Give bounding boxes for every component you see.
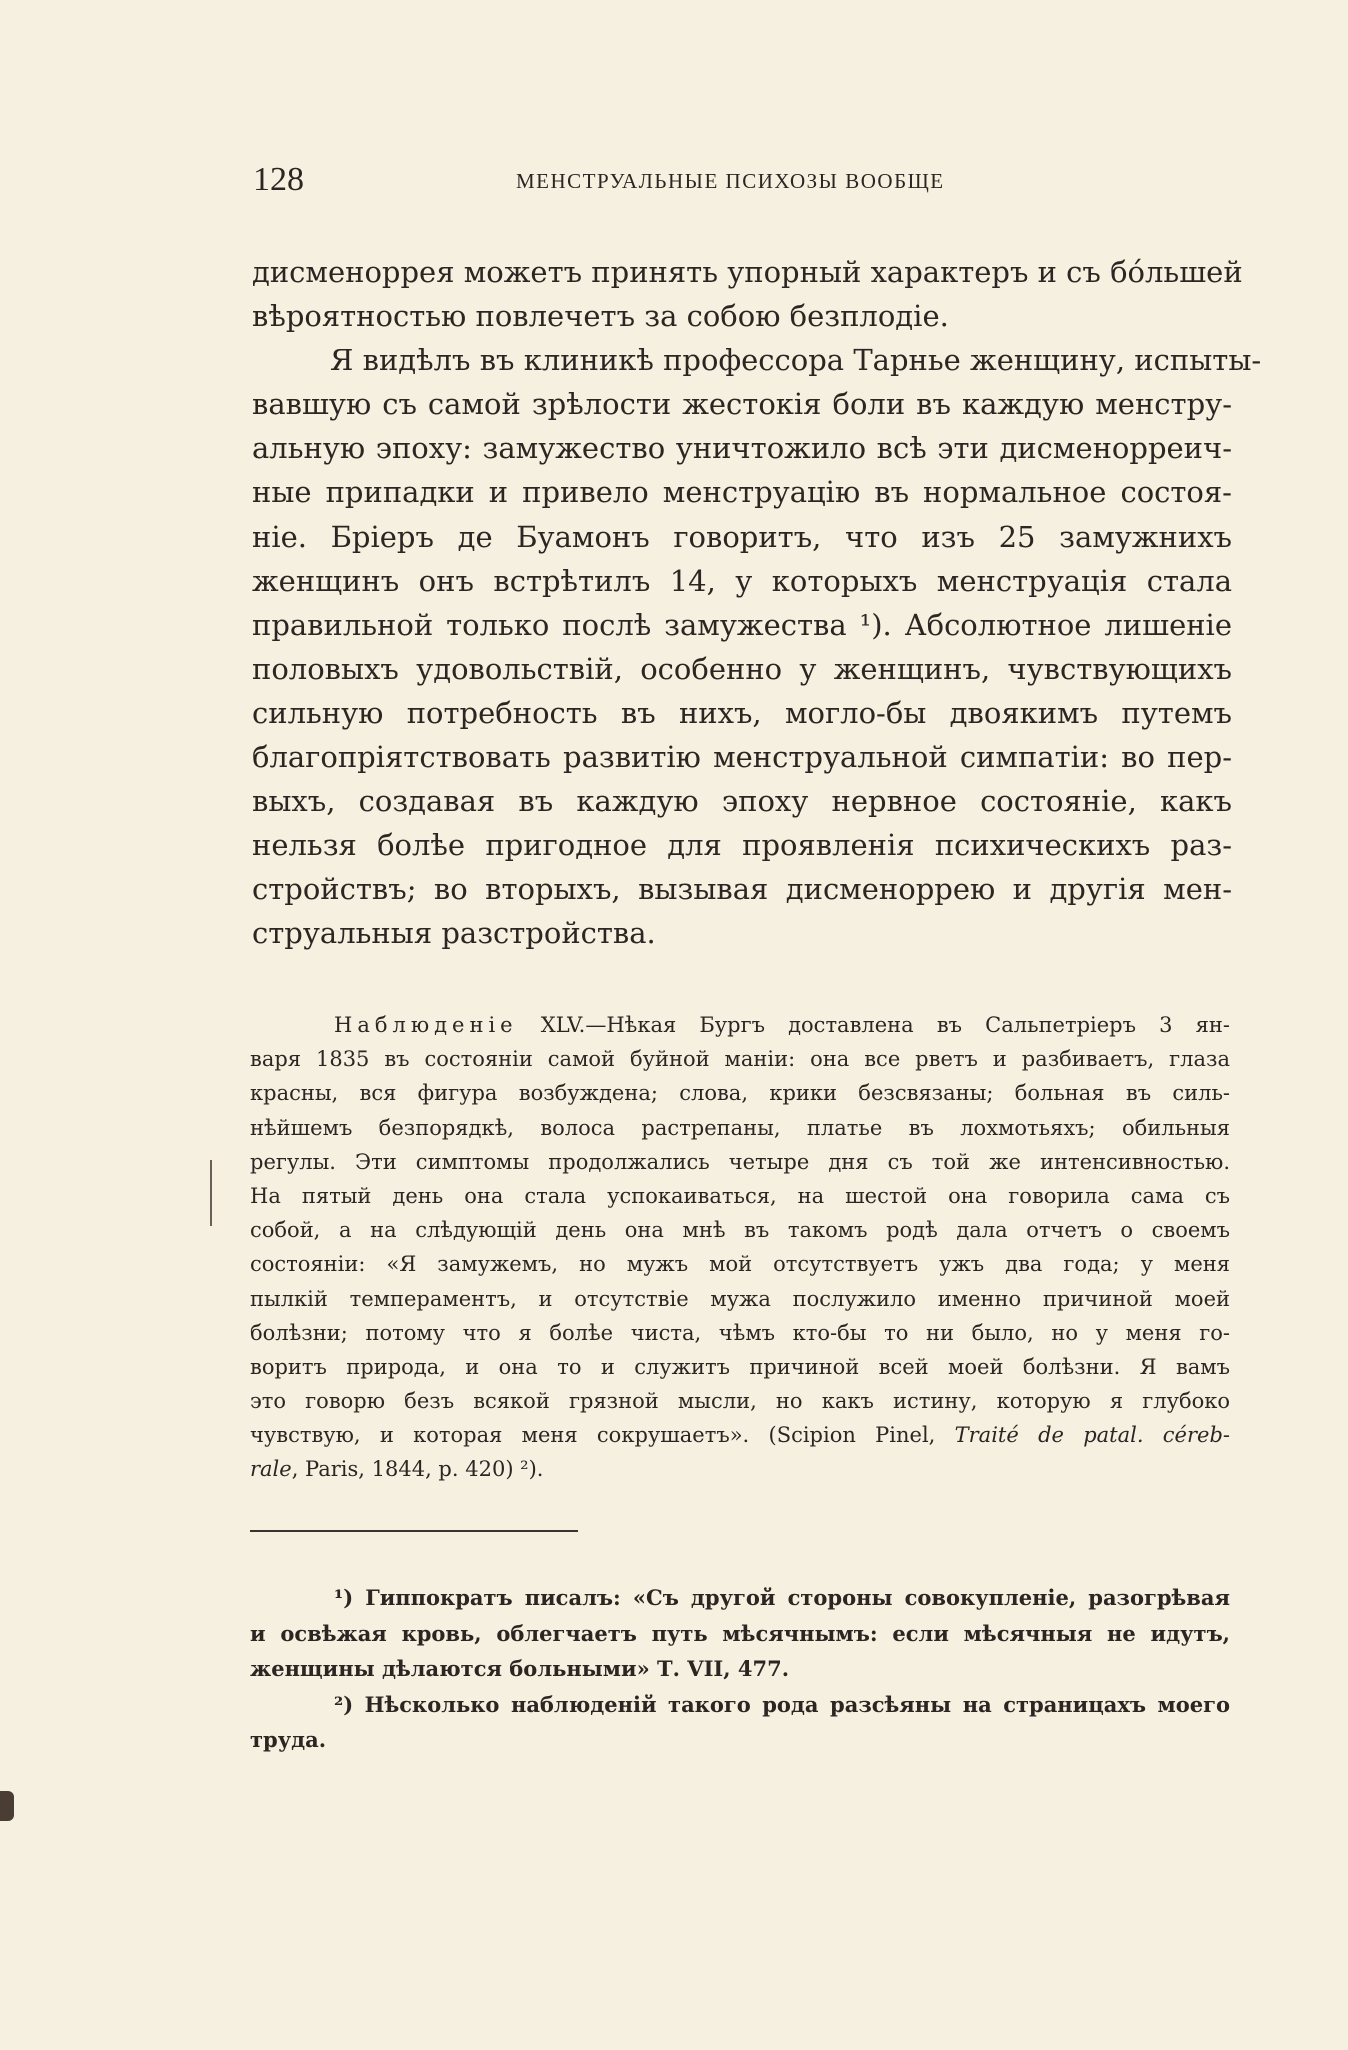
observation-block xyxy=(250,1008,1230,1487)
text-line: Я видѣлъ въ клиникѣ профессора Тарнье женщину, испыты- xyxy=(330,343,1262,378)
text-line: альную эпоху: замужество уничтожило всѣ эти дисменорреич- xyxy=(252,431,1232,466)
text-line: правильной только послѣ замужества ¹). Абсолютное лишеніе xyxy=(252,607,1232,642)
text-line: дисменоррея можетъ принять упорный характеръ и съ бóльшей xyxy=(252,255,1243,289)
observation-line: нѣйшемъ безпорядкѣ, волоса растрепаны, платье въ лохмотьяхъ; обильныя xyxy=(250,1115,1230,1140)
footnote-rule xyxy=(250,1530,578,1532)
observation-line: воритъ природа, и она то и служитъ причиной всей моей болѣзни. Я вамъ xyxy=(250,1354,1230,1379)
text-line: женщинъ онъ встрѣтилъ 14, у которыхъ менструація стала xyxy=(252,563,1232,598)
observation-line xyxy=(250,1418,1230,1452)
observation-label: Наблюденіе xyxy=(334,1013,518,1037)
page-number: 128 xyxy=(253,161,304,198)
page-header xyxy=(253,158,1253,202)
footnotes xyxy=(250,1580,1230,1758)
observation-line: болѣзни; потому что я болѣе чиста, чѣмъ кто-бы то ни было, но у меня го- xyxy=(250,1320,1230,1345)
text-line: струальныя разстройства. xyxy=(252,916,656,951)
page-edge-mark xyxy=(0,1791,14,1821)
observation-line xyxy=(250,1008,1230,1042)
observation-line: красны, вся фигура возбуждена; слова, крики безсвязаны; больная въ силь- xyxy=(250,1081,1230,1106)
text-line: стройствъ; во вторыхъ, вызывая дисменоррею и другія мен- xyxy=(252,872,1232,907)
observation-line: На пятый день она стала успокаиваться, на шестой она говорила сама съ xyxy=(250,1183,1230,1208)
text-line: вѣроятностью повлечетъ за собою безплодіе. xyxy=(252,299,949,334)
margin-mark xyxy=(210,1160,212,1226)
observation-line: варя 1835 въ состояніи самой буйной маніи: она все рветъ и разбиваетъ, глаза xyxy=(250,1047,1230,1072)
observation-text: чувствую, и которая меня сокрушаетъ». (Scipion Pinel, xyxy=(250,1423,936,1448)
citation-details: , Paris, 1844, p. 420) ²). xyxy=(291,1457,544,1482)
observation-line: это говорю безъ всякой грязной мысли, но какъ истину, которую я глубоко xyxy=(250,1389,1230,1414)
footnote-line: и освѣжая кровь, облегчаетъ путь мѣсячнымъ: если мѣсячныя не идутъ, xyxy=(250,1620,1230,1646)
footnote-line: женщины дѣлаются больными» Т. VII, 477. xyxy=(250,1656,790,1681)
text-line: выхъ, создавая въ каждую эпоху нервное состояніе, какъ xyxy=(252,784,1232,819)
observation-line: регулы. Эти симптомы продолжались четыре дня съ той же интенсивностью. xyxy=(250,1149,1230,1174)
text-line: половыхъ удовольствій, особенно у женщинъ, чувствующихъ xyxy=(252,651,1232,686)
citation-title: Traité de patal. céreb- xyxy=(954,1423,1230,1448)
text-line: ные припадки и привело менструацію въ нормальное состоя- xyxy=(252,475,1232,510)
footnote-line: труда. xyxy=(250,1727,327,1752)
main-text xyxy=(252,250,1262,956)
observation-line: пылкій темпераментъ, и отсутствіе мужа послужило именно причиной моей xyxy=(250,1286,1230,1311)
citation-title: rale xyxy=(250,1457,292,1482)
observation-text: XLV.—Нѣкая Бургъ доставлена въ Сальпетріеръ 3 ян- xyxy=(540,1013,1230,1037)
footnote-line: ²) Нѣсколько наблюденій такого рода разсѣяны на страницахъ моего xyxy=(334,1691,1230,1717)
footnote-line: ¹) Гиппократъ писалъ: «Съ другой стороны совокупленіе, разогрѣвая xyxy=(334,1585,1230,1610)
text-line: вавшую съ самой зрѣлости жестокія боли въ каждую менстру- xyxy=(252,387,1232,422)
observation-line: состояніи: «Я замужемъ, но мужъ мой отсутствуетъ ужъ два года; у меня xyxy=(250,1252,1230,1277)
running-title: МЕНСТРУАЛЬНЫЕ ПСИХОЗЫ ВООБЩЕ xyxy=(516,169,945,193)
text-line: ніе. Бріеръ де Буамонъ говоритъ, что изъ 25 замужнихъ xyxy=(252,519,1232,554)
observation-line xyxy=(250,1452,1230,1486)
observation-line: собой, а на слѣдующій день она мнѣ въ такомъ родѣ дала отчетъ о своемъ xyxy=(250,1218,1230,1243)
text-line: благопріятствовать развитію менструальной симпатіи: во пер- xyxy=(252,740,1232,775)
text-line: нельзя болѣе пригодное для проявленія психическихъ раз- xyxy=(252,828,1232,863)
text-line: сильную потребность въ нихъ, могло-бы двоякимъ путемъ xyxy=(252,695,1232,730)
